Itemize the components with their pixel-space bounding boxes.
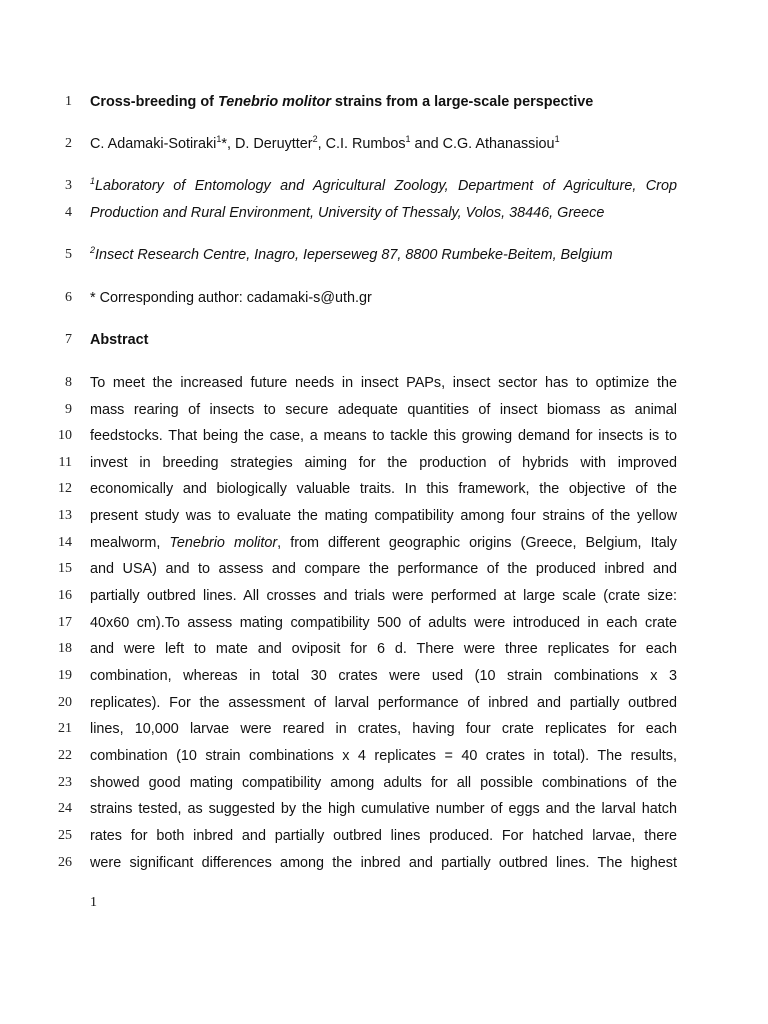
title-species: Tenebrio molitor [217, 94, 331, 110]
line-number: 3 [65, 178, 72, 193]
line-number: 23 [58, 775, 72, 790]
species-name: Tenebrio molitor [169, 535, 278, 551]
abstract-text: mealworm, Tenebrio molitor, from different geographic origins (Greece, Belgium, Italy [90, 535, 677, 551]
corresponding-author: * Corresponding author: cadamaki-s@uth.gr [90, 290, 372, 306]
line-number: 15 [58, 561, 72, 576]
line-number: 11 [58, 455, 72, 470]
abstract-text: combination, whereas in total 30 crates were used (10 strain combinations x 3 [90, 668, 677, 684]
line-number: 2 [65, 136, 72, 151]
abstract-text: invest in breeding strategies aiming for the production of hybrids with improved [90, 455, 677, 471]
line-number: 14 [58, 535, 72, 550]
abstract-text: To meet the increased future needs in insect PAPs, insect sector has to optimize the [90, 375, 677, 391]
abstract-text: and USA) and to assess and compare the performance of the produced inbred and [90, 561, 677, 577]
line-number: 21 [58, 721, 72, 736]
abstract-text: 40x60 cm).To assess mating compatibility 500 of adults were introduced in each crate [90, 615, 677, 631]
line-number: 18 [58, 641, 72, 656]
line-number: 6 [65, 290, 72, 305]
line-number: 1 [65, 94, 72, 109]
line-number: 26 [58, 855, 72, 870]
abstract-text: economically and biologically valuable traits. In this framework, the objective of the [90, 481, 677, 497]
abstract-text: replicates). For the assessment of larval performance of inbred and partially outbred [90, 695, 677, 711]
line-number: 25 [58, 828, 72, 843]
paper-title: Cross-breeding of Tenebrio molitor strains from a large-scale perspective [90, 94, 594, 110]
page-number: 1 [90, 895, 97, 910]
line-number: 24 [58, 801, 72, 816]
line-number: 5 [65, 247, 72, 262]
abstract-text: feedstocks. That being the case, a means to tackle this growing demand for insects is to [90, 428, 677, 444]
affiliation-2: $^2$Insect Research Centre, Inagro, Ieperseweg 87, 8800 Rumbeke-Beitem, Belgium [90, 245, 613, 263]
abstract-heading: Abstract [90, 332, 149, 348]
abstract-text: lines, 10,000 larvae were reared in crates, having four crate replicates for each [90, 721, 677, 737]
line-number: 13 [58, 508, 72, 523]
line-number: 7 [65, 332, 72, 347]
line-number: 16 [58, 588, 72, 603]
abstract-text: strains tested, as suggested by the high cumulative number of eggs and the larval hatch [90, 801, 677, 817]
abstract-text: mass rearing of insects to secure adequate quantities of insect biomass as animal [90, 402, 677, 418]
abstract-text: present study was to evaluate the mating compatibility among four strains of the yellow [90, 508, 677, 524]
abstract-text: were significant differences among the inbred and partially outbred lines. The highest [90, 855, 677, 871]
abstract-text: and were left to mate and oviposit for 6 d. There were three replicates for each [90, 641, 677, 657]
line-number: 8 [65, 375, 72, 390]
line-number: 22 [58, 748, 72, 763]
abstract-text: partially outbred lines. All crosses and trials were performed at large scale (crate size: [90, 588, 677, 604]
line-number: 9 [65, 402, 72, 417]
abstract-text: rates for both inbred and partially outbred lines produced. For hatched larvae, there [90, 828, 677, 844]
line-number: 20 [58, 695, 72, 710]
line-number: 4 [65, 205, 72, 220]
line-number: 10 [58, 428, 72, 443]
affiliation-1-line1: $^1$Laboratory of Entomology and Agricultural Zoology, Department of Agriculture, Crop [90, 176, 677, 194]
abstract-text: showed good mating compatibility among adults for all possible combinations of the [90, 775, 677, 791]
line-number: 12 [58, 481, 72, 496]
abstract-text: combination (10 strain combinations x 4 replicates = 40 crates in total). The results, [90, 748, 677, 764]
author-list: C. Adamaki-Sotiraki$^1$*, D. Deruytter$^2$, C.I. Rumbos$^1$ and C.G. Athanassiou$^1$ [90, 134, 560, 152]
line-number: 17 [58, 615, 72, 630]
line-number: 19 [58, 668, 72, 683]
affiliation-1-line2: Production and Rural Environment, University of Thessaly, Volos, 38446, Greece [90, 205, 605, 221]
